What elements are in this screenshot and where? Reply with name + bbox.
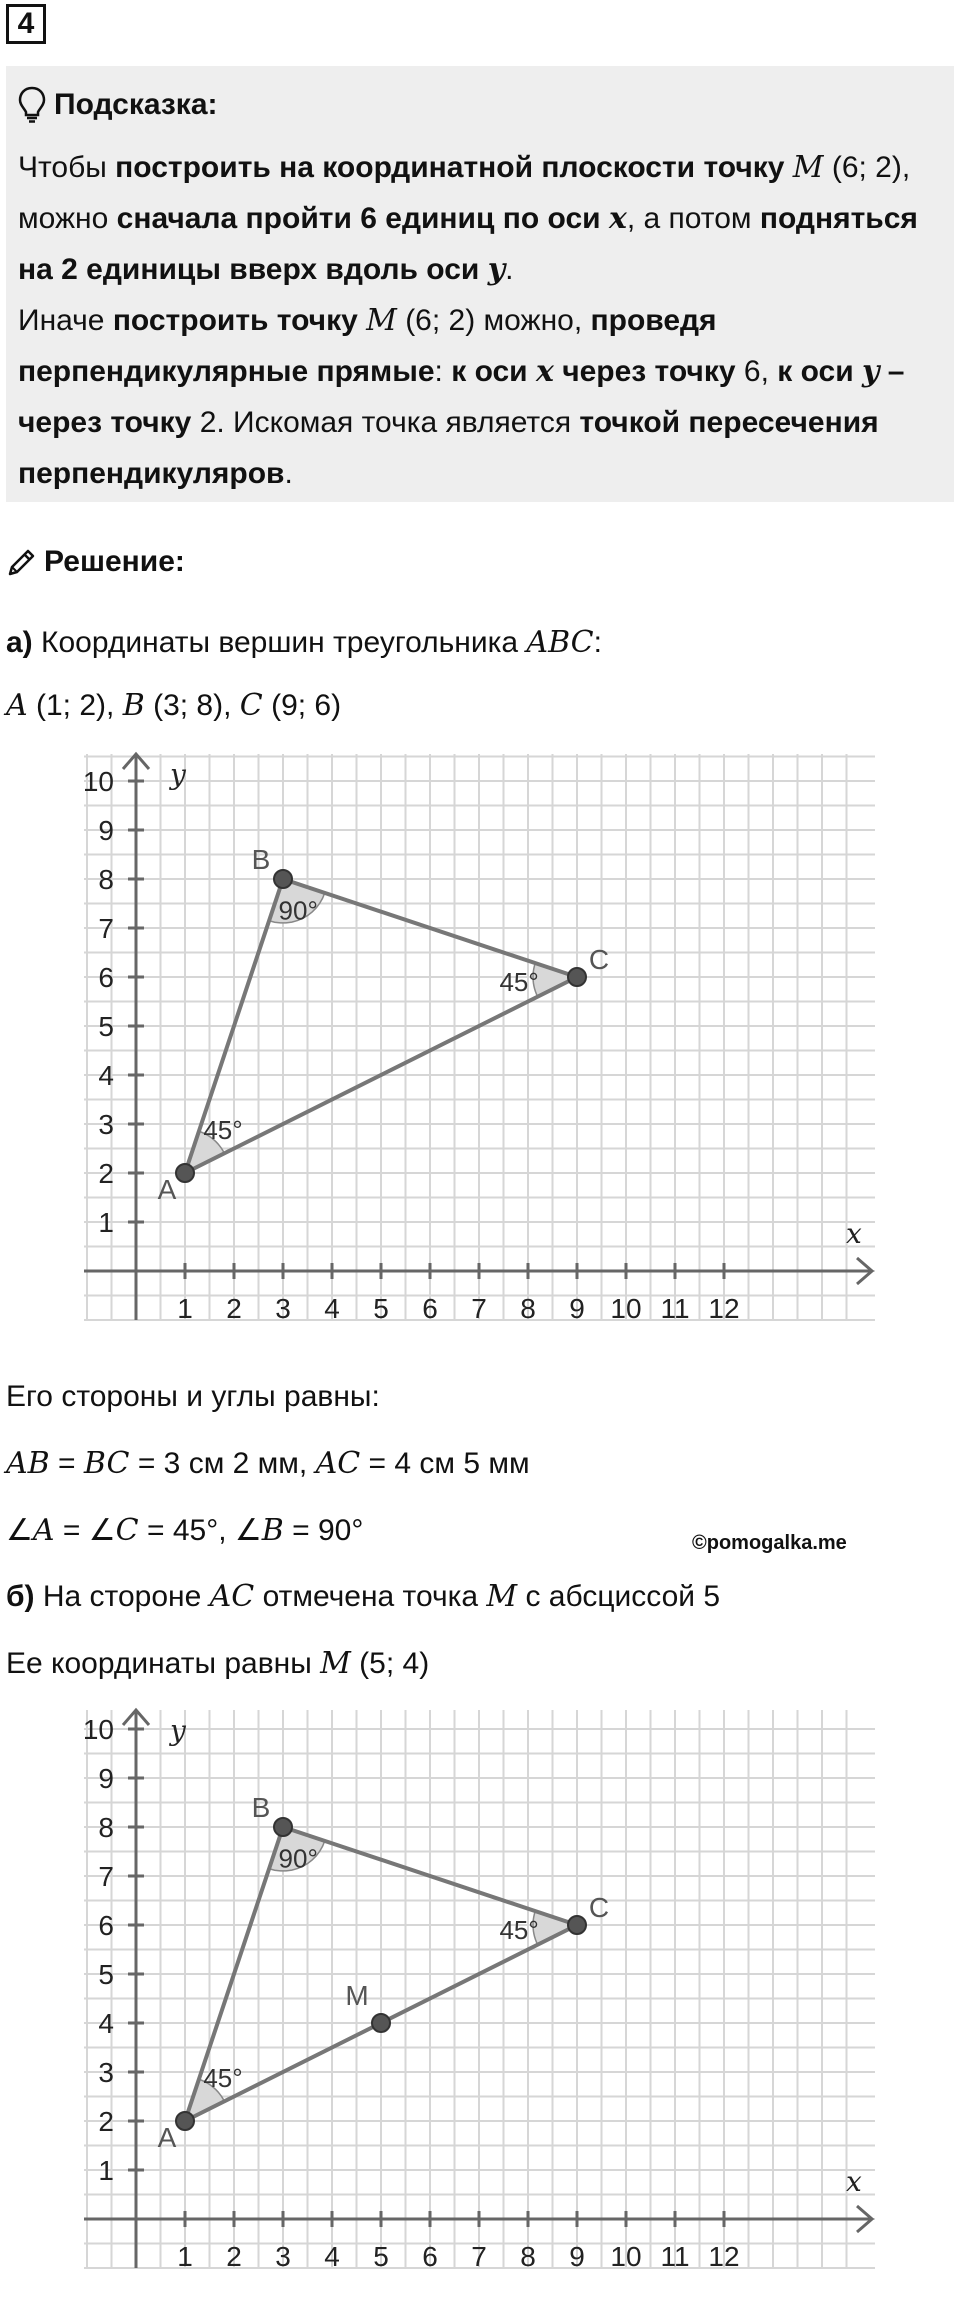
x-tick-label: 10 bbox=[610, 2241, 642, 2272]
x-tick-label: 10 bbox=[610, 1293, 642, 1324]
x-axis-label: x bbox=[846, 1217, 862, 1250]
x-tick-label: 11 bbox=[660, 1293, 690, 1324]
text-run: через точку bbox=[553, 355, 744, 388]
text-run: = 45°, ∠ bbox=[138, 1514, 262, 1547]
x-tick-label: 9 bbox=[569, 2241, 585, 2272]
text-run: ABC bbox=[526, 625, 594, 660]
hint-body bbox=[18, 142, 940, 499]
text-run: x bbox=[608, 201, 627, 236]
text-run: – через точку bbox=[18, 355, 905, 439]
text-run: б) bbox=[6, 1580, 35, 1613]
text-run: A bbox=[6, 688, 28, 723]
text-run: A bbox=[32, 1513, 55, 1548]
y-tick-label: 1 bbox=[98, 2155, 114, 2186]
text-run: 2. Искомая точка является bbox=[199, 406, 580, 439]
x-tick-label: 1 bbox=[177, 1293, 193, 1324]
text-run: AC bbox=[209, 1579, 255, 1614]
x-tick-label: 12 bbox=[708, 1293, 740, 1324]
text-run: проведя перпендикулярные прямые bbox=[18, 304, 717, 388]
text-run: = bbox=[49, 1447, 84, 1480]
text-run: . bbox=[505, 253, 514, 286]
angle-label: 45° bbox=[499, 967, 539, 998]
text-run: Координаты вершин треугольника bbox=[32, 626, 527, 659]
y-axis-label: y bbox=[170, 1714, 186, 1747]
text-run: AB bbox=[6, 1446, 50, 1481]
chart-a bbox=[0, 740, 900, 1360]
point-label: A bbox=[157, 2122, 177, 2153]
text-run: BC bbox=[83, 1446, 130, 1481]
x-tick-label: 3 bbox=[275, 2241, 291, 2272]
text-run: (6; 2), можно bbox=[18, 151, 911, 235]
y-tick-label: 2 bbox=[98, 1158, 114, 1189]
part-a-sides-intro bbox=[6, 1380, 380, 1414]
point-label: C bbox=[588, 1892, 610, 1923]
x-tick-label: 1 bbox=[177, 2241, 193, 2272]
point-marker bbox=[568, 968, 586, 986]
point-marker bbox=[176, 1164, 194, 1182]
grid bbox=[84, 754, 875, 1320]
point-label: M bbox=[345, 1980, 369, 2011]
watermark: ©pomogalka.me bbox=[692, 1532, 847, 1554]
y-tick-label: 3 bbox=[98, 1109, 114, 1140]
text-run: отмечена точка bbox=[254, 1580, 487, 1613]
x-axis-label: x bbox=[846, 2165, 862, 2198]
text-run: M bbox=[320, 1646, 351, 1681]
solution-title-text: Решение: bbox=[44, 545, 185, 578]
angle-label: 90° bbox=[278, 1843, 318, 1874]
angle-label: 45° bbox=[203, 2063, 243, 2094]
x-tick-label: 12 bbox=[708, 2241, 740, 2272]
y-tick-label: 8 bbox=[98, 864, 114, 895]
text-run: Его стороны и углы равны: bbox=[6, 1380, 380, 1413]
y-tick-label: 10 bbox=[82, 1714, 114, 1745]
y-tick-label: 9 bbox=[98, 1763, 114, 1794]
text-run: 6, bbox=[743, 355, 778, 388]
x-tick-label: 6 bbox=[422, 1293, 438, 1324]
text-run: C bbox=[115, 1513, 139, 1548]
text-run: x bbox=[535, 354, 554, 389]
text-run: (6; 2) можно, bbox=[396, 304, 591, 337]
x-tick-label: 6 bbox=[422, 2241, 438, 2272]
text-run: а) bbox=[6, 626, 33, 659]
y-tick-label: 7 bbox=[98, 913, 114, 944]
x-tick-label: 7 bbox=[471, 2241, 487, 2272]
part-b-coordinates bbox=[6, 1646, 429, 1681]
text-run: = 90° bbox=[283, 1514, 364, 1547]
y-tick-label: 2 bbox=[98, 2106, 114, 2137]
text-run: : bbox=[593, 626, 602, 659]
text-run: Ее координаты равны bbox=[6, 1647, 321, 1680]
text-run: , а потом bbox=[626, 202, 760, 235]
x-tick-label: 4 bbox=[324, 2241, 340, 2272]
text-run: B bbox=[122, 688, 145, 723]
angle-label: 90° bbox=[278, 895, 318, 926]
point-marker bbox=[274, 1818, 292, 1836]
text-run: На стороне bbox=[34, 1580, 210, 1613]
x-tick-label: 9 bbox=[569, 1293, 585, 1324]
pencil-icon bbox=[6, 546, 38, 578]
x-tick-label: 3 bbox=[275, 1293, 291, 1324]
text-run: . bbox=[284, 457, 293, 490]
y-tick-label: 8 bbox=[98, 1812, 114, 1843]
y-tick-label: 10 bbox=[82, 766, 114, 797]
x-tick-label: 2 bbox=[226, 1293, 242, 1324]
text-run: = ∠ bbox=[54, 1514, 116, 1547]
x-tick-label: 5 bbox=[373, 2241, 389, 2272]
part-a-heading bbox=[6, 625, 602, 660]
text-run: y bbox=[862, 354, 880, 389]
point-label: B bbox=[251, 1792, 271, 1823]
text-run: y bbox=[487, 252, 506, 287]
text-run: (5; 4) bbox=[350, 1647, 430, 1680]
angle-label: 45° bbox=[499, 1915, 539, 1946]
point-label: A bbox=[157, 1174, 177, 1205]
x-tick-label: 5 bbox=[373, 1293, 389, 1324]
x-tick-label: 8 bbox=[520, 2241, 536, 2272]
x-tick-label: 2 bbox=[226, 2241, 242, 2272]
y-tick-label: 6 bbox=[98, 1910, 114, 1941]
y-tick-label: 6 bbox=[98, 962, 114, 993]
x-tick-label: 8 bbox=[520, 1293, 536, 1324]
point-marker bbox=[568, 1916, 586, 1934]
y-tick-label: 1 bbox=[98, 1207, 114, 1238]
text-run: подняться на 2 единицы вверх вдоль оси bbox=[18, 202, 918, 286]
point-marker bbox=[274, 870, 292, 888]
text-run: построить точку bbox=[112, 304, 367, 337]
x-tick-label: 11 bbox=[660, 2241, 690, 2272]
point-label: B bbox=[251, 844, 271, 875]
text-run: : bbox=[434, 355, 452, 388]
text-run: = 3 см 2 мм, bbox=[129, 1447, 316, 1480]
y-axis-label: y bbox=[170, 758, 186, 791]
point-marker bbox=[372, 2014, 390, 2032]
text-run: B bbox=[261, 1513, 284, 1548]
part-b-heading bbox=[6, 1579, 720, 1614]
text-run: ∠ bbox=[6, 1514, 33, 1547]
hint-box bbox=[6, 66, 954, 502]
part-a-sides bbox=[6, 1446, 530, 1481]
text-run: M bbox=[792, 150, 824, 185]
text-run: точкой пересечения перпендикуляров bbox=[18, 406, 879, 490]
point-label: C bbox=[588, 944, 610, 975]
y-tick-label: 5 bbox=[98, 1959, 114, 1990]
text-run: (3; 8), bbox=[144, 689, 240, 722]
hint-title bbox=[18, 74, 940, 136]
hint-paragraph-1 bbox=[18, 142, 940, 295]
hint-title-text: Подсказка: bbox=[54, 88, 218, 121]
y-tick-label: 4 bbox=[98, 2008, 114, 2039]
text-run: сначала пройти 6 единиц по оси bbox=[116, 202, 609, 235]
angle-label: 45° bbox=[203, 1115, 243, 1146]
y-tick-label: 9 bbox=[98, 815, 114, 846]
lightbulb-icon bbox=[18, 86, 46, 124]
x-tick-label: 7 bbox=[471, 1293, 487, 1324]
text-run: C bbox=[239, 688, 263, 723]
text-run: M bbox=[486, 1579, 518, 1614]
text-run: = 4 см 5 мм bbox=[360, 1447, 530, 1480]
text-run: (1; 2), bbox=[27, 689, 123, 722]
y-tick-label: 3 bbox=[98, 2057, 114, 2088]
text-run: M bbox=[366, 303, 397, 338]
text-run: к оси bbox=[451, 355, 536, 388]
text-run: с абсциссой 5 bbox=[517, 1580, 721, 1613]
text-run: AC bbox=[315, 1446, 361, 1481]
y-tick-label: 7 bbox=[98, 1861, 114, 1892]
text-run: (9; 6) bbox=[262, 689, 342, 722]
y-tick-label: 4 bbox=[98, 1060, 114, 1091]
text-run: Чтобы bbox=[18, 151, 116, 184]
part-a-angles bbox=[6, 1513, 363, 1548]
x-tick-label: 4 bbox=[324, 1293, 340, 1324]
task-number: 4 bbox=[6, 4, 46, 44]
text-run: построить на координатной плоскости точку bbox=[115, 151, 793, 184]
text-run: Иначе bbox=[18, 304, 113, 337]
text-run: к оси bbox=[777, 355, 862, 388]
hint-paragraph-2 bbox=[18, 295, 940, 499]
grid bbox=[84, 1710, 875, 2268]
point-marker bbox=[176, 2112, 194, 2130]
chart-b bbox=[0, 1696, 900, 2308]
solution-title bbox=[6, 545, 185, 579]
part-a-coordinates bbox=[6, 688, 341, 723]
y-tick-label: 5 bbox=[98, 1011, 114, 1042]
